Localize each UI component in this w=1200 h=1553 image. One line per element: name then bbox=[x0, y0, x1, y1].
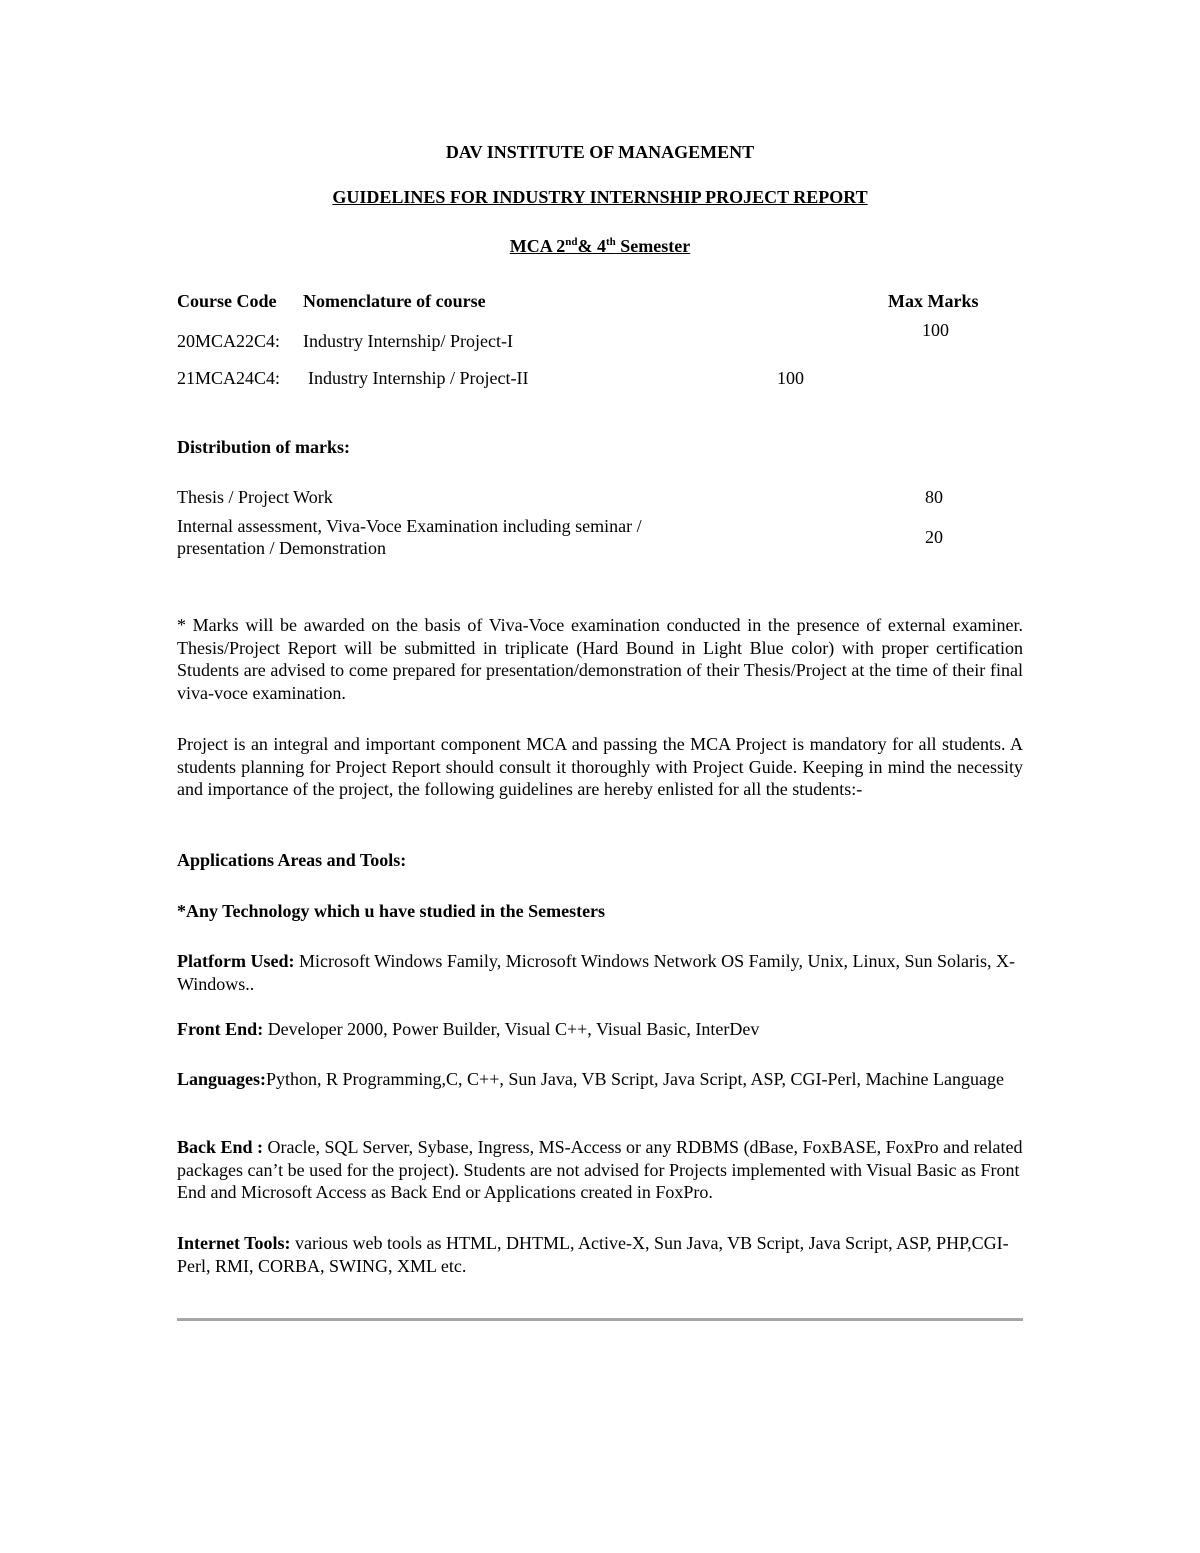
course-code-1: 20MCA22C4: bbox=[177, 331, 281, 351]
internet-tools-text: various web tools as HTML, DHTML, Active-X, Sun Java, VB Script, Java Script, ASP, PHP,CGI-Perl, RMI, CORBA, SWING, XML etc. bbox=[177, 1233, 1009, 1276]
course-name-1: Industry Internship/ Project-I bbox=[303, 331, 513, 351]
any-technology-note: *Any Technology which u have studied in the Semesters bbox=[177, 901, 606, 921]
col-course-code: Course Code bbox=[177, 291, 277, 311]
col-nomenclature: Nomenclature of course bbox=[303, 291, 486, 311]
distribution-item-2: Internal assessment, Viva-Voce Examination including seminar / bbox=[177, 516, 642, 536]
distribution-marks-1: 80 bbox=[925, 487, 943, 507]
back-end-label: Back End : bbox=[177, 1137, 264, 1157]
platform-text: Microsoft Windows Family, Microsoft Windows Network OS Family, Unix, Linux, Sun Solaris, X-Windows.. bbox=[177, 951, 1016, 994]
front-end-label: Front End: bbox=[177, 1019, 264, 1039]
back-end bbox=[177, 1136, 1023, 1204]
internet-tools-label: Internet Tools: bbox=[177, 1233, 291, 1253]
distribution-item-1: Thesis / Project Work bbox=[177, 487, 333, 507]
course-code-2: 21MCA24C4: bbox=[177, 368, 281, 388]
institute-title: DAV INSTITUTE OF MANAGEMENT bbox=[445, 142, 755, 162]
platform-label: Platform Used: bbox=[177, 951, 295, 971]
platform-used bbox=[177, 950, 1023, 995]
tools-heading: Applications Areas and Tools: bbox=[177, 850, 407, 870]
semester-sup-th: th bbox=[606, 236, 616, 248]
back-end-text: Oracle, SQL Server, Sybase, Ingress, MS-Access or any RDBMS (dBase, FoxBASE, FoxPro and related packages can’t be used for the project). Students are not advised for Projects implemented with Visual Basic as Front End and Microsoft Access as Back End or Applications created in FoxPro. bbox=[177, 1137, 1023, 1202]
guidelines-title: GUIDELINES FOR INDUSTRY INTERNSHIP PROJECT REPORT bbox=[332, 187, 868, 207]
semester-suffix: Semester bbox=[615, 236, 691, 256]
col-max-marks: Max Marks bbox=[888, 291, 979, 311]
course-marks-1: 100 bbox=[922, 320, 949, 340]
semester-title bbox=[0, 236, 1200, 257]
languages-label: Languages: bbox=[177, 1069, 267, 1089]
semester-prefix: MCA 2 bbox=[509, 236, 566, 256]
bottom-rule bbox=[177, 1318, 1023, 1321]
internet-tools bbox=[177, 1232, 1023, 1277]
project-intro-paragraph: Project is an integral and important component MCA and passing the MCA Project is mandatory for all students. A students planning for Project Report should consult it thoroughly with Project Guide. Keeping in mind the necessity and importance of the project, the following guidelines are hereby enlisted for all the students:- bbox=[177, 734, 1023, 799]
marks-note-paragraph: * Marks will be awarded on the basis of Viva-Voce examination conducted in the presence of external examiner. Thesis/Project Report will be submitted in triplicate (Hard Bound in Light Blue color) with proper certification Students are advised to come prepared for presentation/demonstration of their Thesis/Project at the time of their final viva-voce examination. bbox=[177, 615, 1023, 703]
distribution-heading: Distribution of marks: bbox=[177, 437, 351, 457]
front-end-text: Developer 2000, Power Builder, Visual C++, Visual Basic, InterDev bbox=[263, 1019, 760, 1039]
distribution-marks-2: 20 bbox=[925, 527, 943, 547]
languages bbox=[177, 1068, 1023, 1091]
languages-text: Python, R Programming,C, C++, Sun Java, VB Script, Java Script, ASP, CGI-Perl, Machine Language bbox=[266, 1069, 1004, 1089]
distribution-item-2-cont: presentation / Demonstration bbox=[177, 538, 386, 558]
semester-sup-nd: nd bbox=[565, 236, 578, 248]
course-name-2: Industry Internship / Project-II bbox=[308, 368, 529, 388]
semester-mid: & 4 bbox=[577, 236, 606, 256]
front-end bbox=[177, 1018, 1023, 1041]
course-marks-2: 100 bbox=[777, 368, 804, 388]
